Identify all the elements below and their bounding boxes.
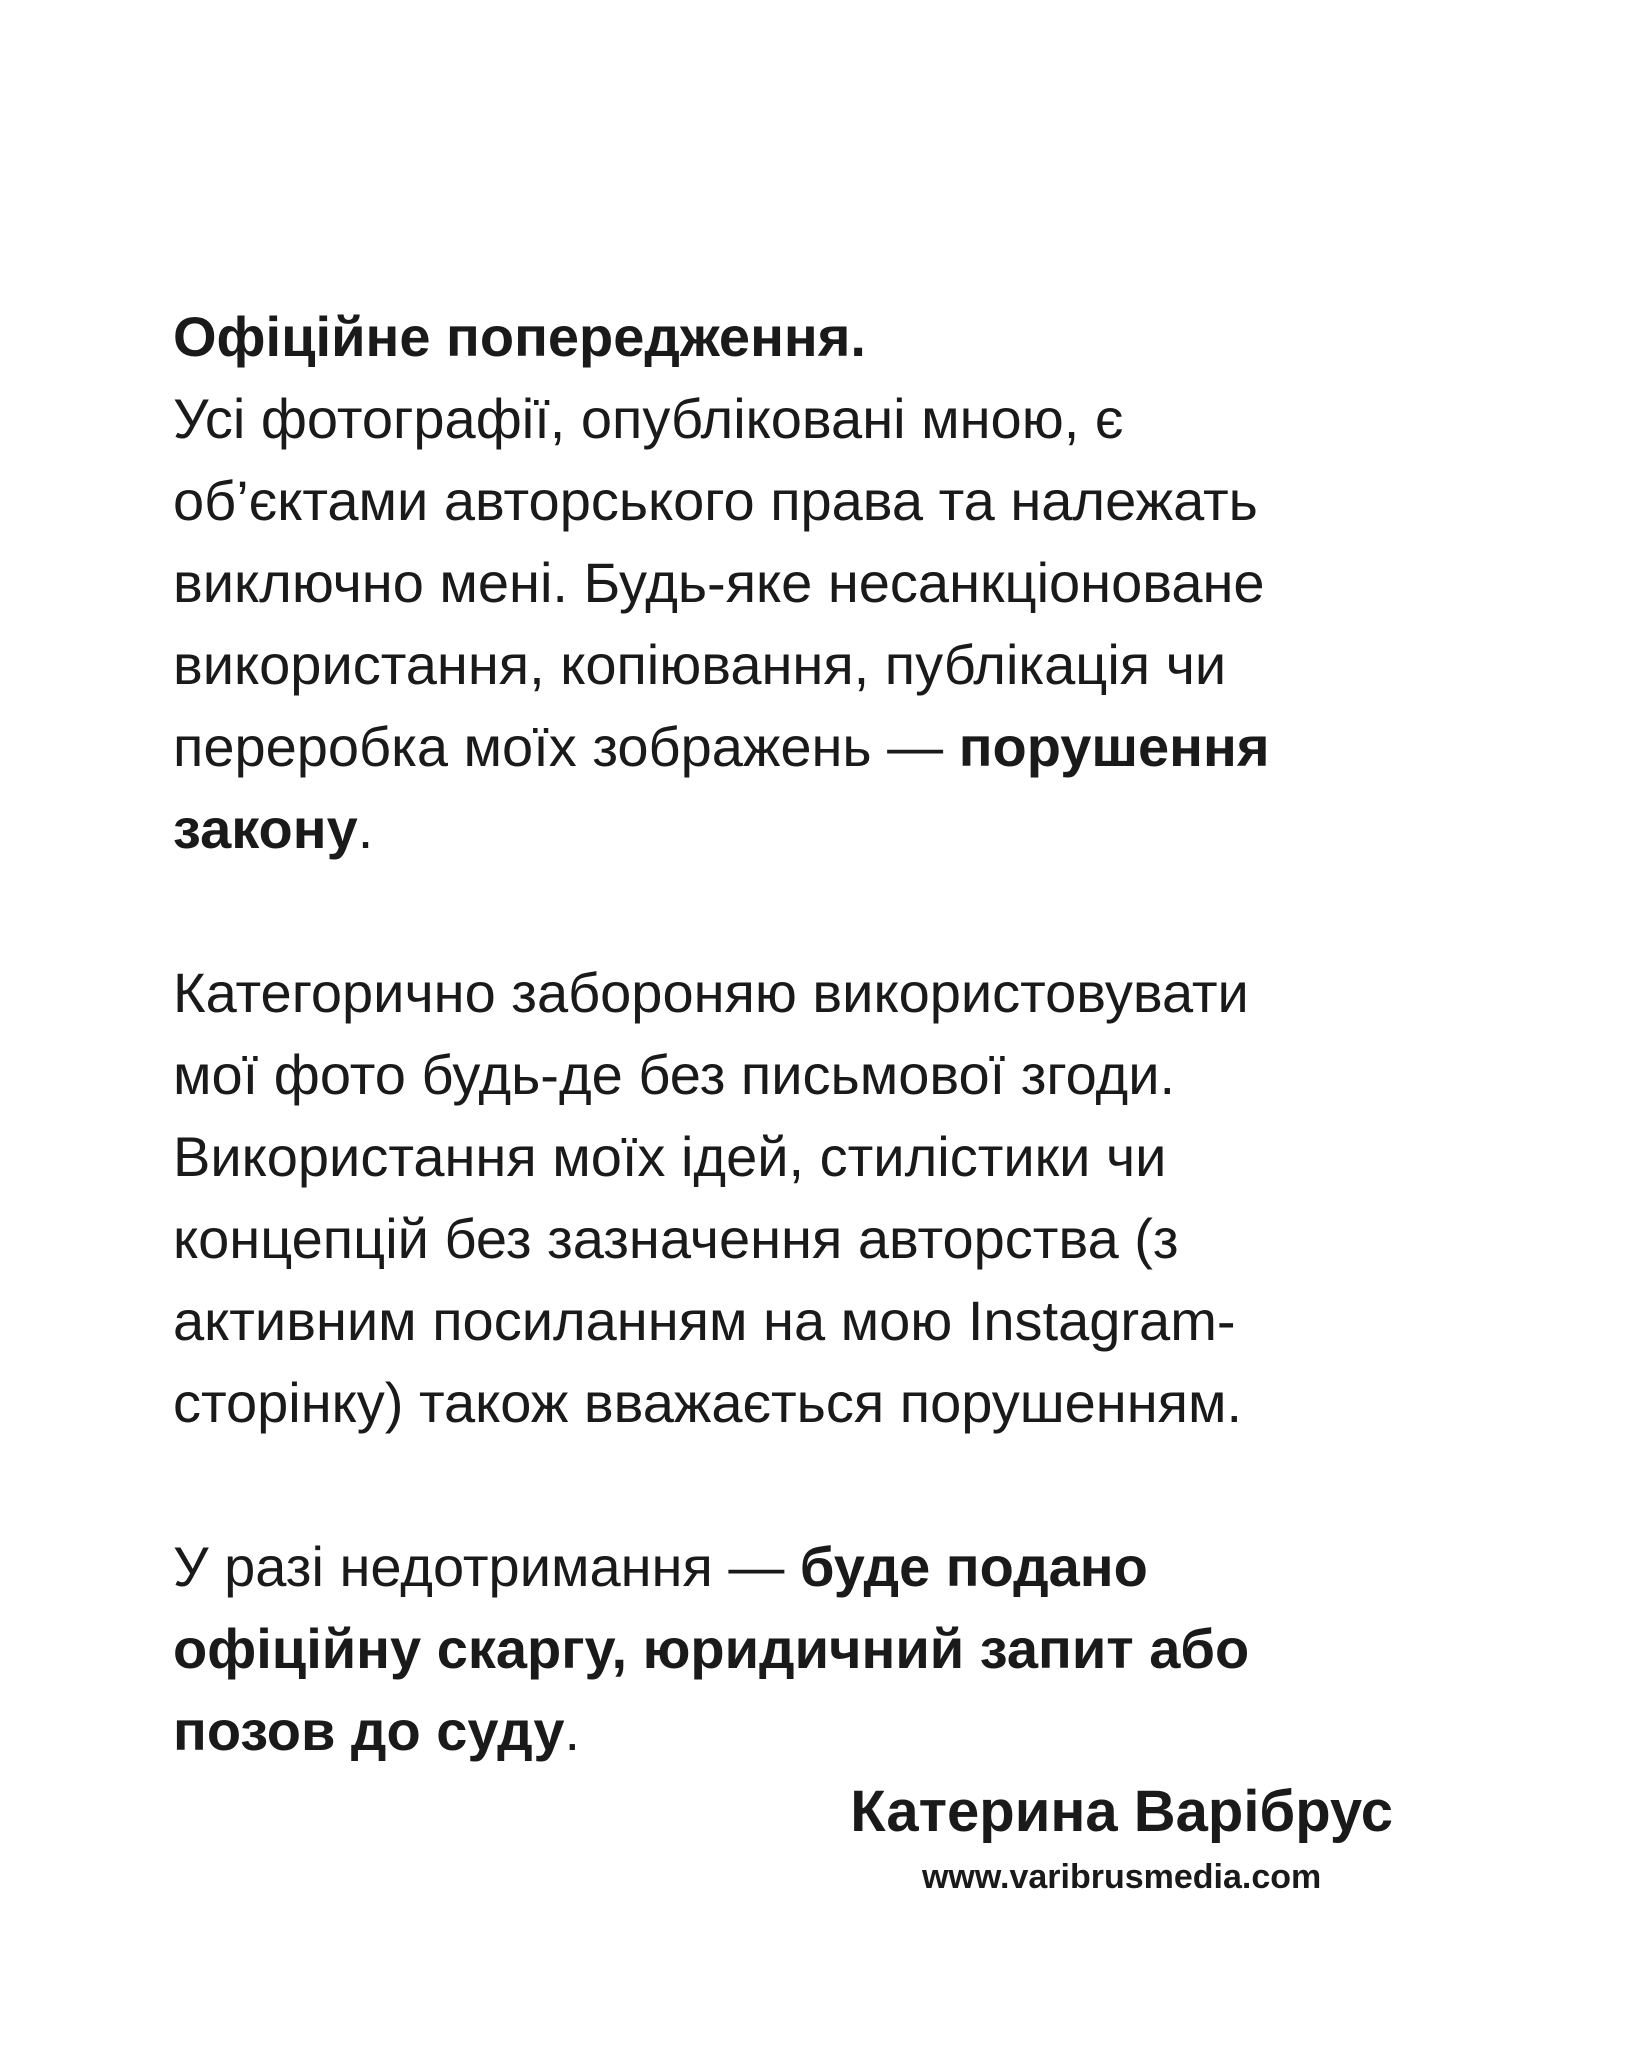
text-segment: мої фото будь-де без письмової згоди. (173, 1043, 1176, 1106)
signature-block (850, 1779, 1393, 1897)
text-segment: Використання моїх ідей, стилістики чи (173, 1125, 1167, 1188)
bold-text-segment: буде подано (799, 1535, 1148, 1598)
bold-text-segment: закону (173, 797, 358, 860)
notice-text-block (173, 296, 1270, 1772)
text-line (173, 706, 1270, 788)
notice-title: Офіційне попередження. (173, 305, 866, 368)
bold-text-segment: офіційну скаргу, юридичний запит або (173, 1617, 1250, 1680)
text-segment: Категорично забороняю використовувати (173, 961, 1249, 1024)
text-line (173, 1034, 1270, 1116)
text-line (173, 1280, 1270, 1362)
text-line (173, 1198, 1270, 1280)
text-line (173, 952, 1270, 1034)
text-segment: сторінку) також вважається порушенням. (173, 1371, 1243, 1434)
text-segment: . (564, 1699, 581, 1762)
text-segment: використання, копіювання, публікація чи (173, 633, 1227, 696)
paragraph (173, 952, 1270, 1444)
paragraph (173, 378, 1270, 870)
text-segment: об’єктами авторського права та належать (173, 469, 1258, 532)
text-line (173, 542, 1270, 624)
paragraph (173, 1526, 1270, 1772)
text-line (173, 624, 1270, 706)
text-segment: активним посиланням на мою Instagram- (173, 1289, 1236, 1352)
website-url: www.varibrusmedia.com (921, 1858, 1322, 1896)
text-line (173, 1608, 1270, 1690)
text-line (173, 460, 1270, 542)
text-line (173, 378, 1270, 460)
text-segment: концепцій без зазначення авторства (з (173, 1207, 1179, 1270)
text-line (173, 1690, 1270, 1772)
text-line (173, 1362, 1270, 1444)
text-line (173, 788, 1270, 870)
text-line (173, 1526, 1270, 1608)
text-segment: Усі фотографії, опубліковані мною, є (173, 387, 1124, 450)
text-segment: У разі недотримання — (173, 1535, 800, 1598)
notice-paragraphs (173, 378, 1270, 1772)
text-line (173, 1116, 1270, 1198)
text-segment: . (357, 797, 374, 860)
bold-text-segment: порушення (958, 715, 1270, 778)
author-name: Катерина Варібрус (850, 1779, 1393, 1844)
bold-text-segment: позов до суду (173, 1699, 565, 1762)
text-segment: переробка моїх зображень — (173, 715, 959, 778)
text-segment: виключно мені. Будь-яке несанкціоноване (173, 551, 1265, 614)
